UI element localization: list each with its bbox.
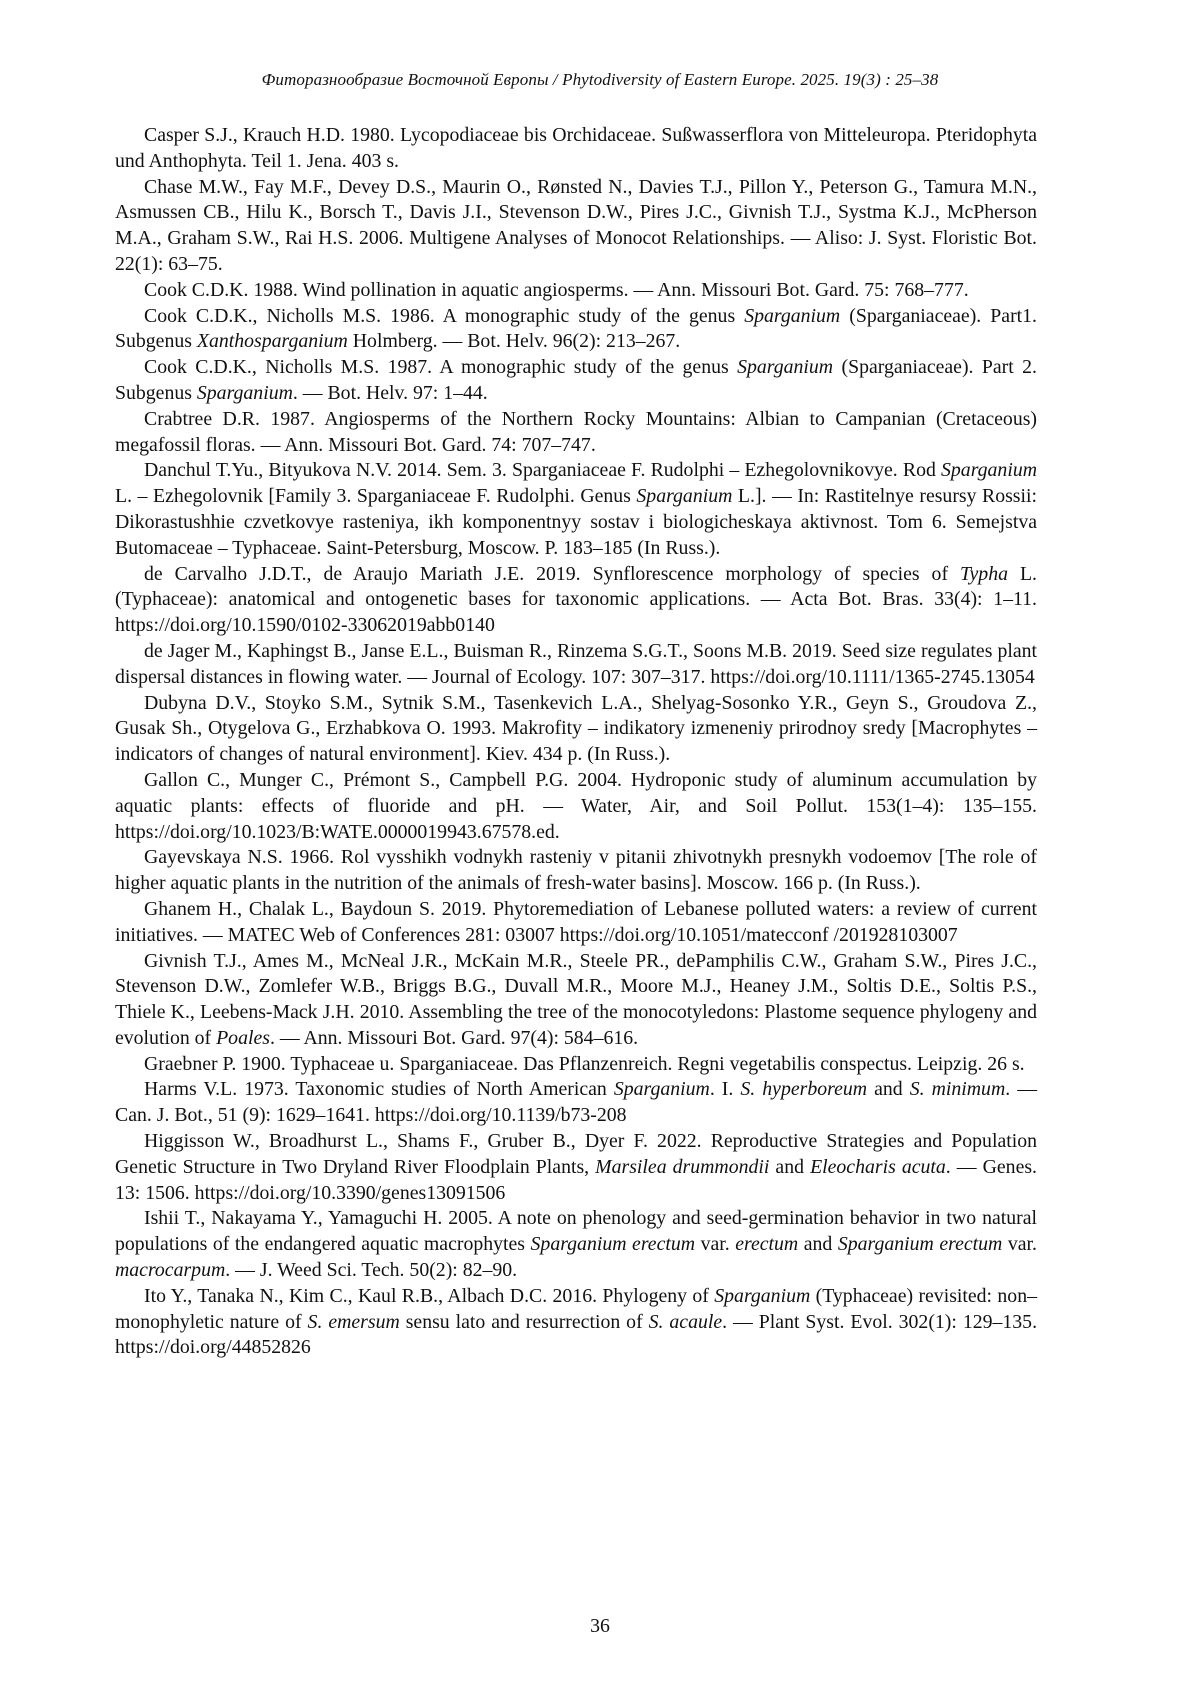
reference-entry bbox=[115, 562, 1037, 639]
reference-italic-text: Xanthosparganium bbox=[197, 330, 348, 352]
reference-text: (Sparganiaceae). Part1. Subgenus bbox=[115, 305, 1037, 353]
reference-entry bbox=[115, 1284, 1037, 1361]
reference-text: Ito Y., Tanaka N., Kim C., Kaul R.B., Albach D.C. 2016. Phylogeny of bbox=[144, 1285, 714, 1307]
reference-italic-text: Sparganium bbox=[197, 382, 293, 404]
reference-italic-text: Sparganium bbox=[714, 1285, 810, 1307]
reference-entry bbox=[115, 1129, 1037, 1206]
page-number: 36 bbox=[0, 1615, 1200, 1638]
reference-text: . — Ann. Missouri Bot. Gard. 97(4): 584–616. bbox=[270, 1027, 638, 1049]
reference-entry bbox=[115, 304, 1037, 356]
reference-text: Gayevskaya N.S. 1966. Rol vysshikh vodnykh rasteniy v pitanii zhivotnykh presnykh vodoemov [The role of higher aquatic plants in the nutrition of the animals of fresh-water basins]. Moscow. 166 p. (In Russ.). bbox=[115, 846, 1037, 894]
reference-entry bbox=[115, 768, 1037, 845]
reference-entry bbox=[115, 897, 1037, 949]
reference-entry bbox=[115, 691, 1037, 768]
reference-entry bbox=[115, 845, 1037, 897]
reference-text: Casper S.J., Krauch H.D. 1980. Lycopodiaceae bis Orchidaceae. Sußwasserflora von Mitteleuropa. Pteridophyta und Anthophyta. Teil 1. Jena. 403 s. bbox=[115, 124, 1037, 172]
reference-text: de Jager M., Kaphingst B., Janse E.L., Buisman R., Rinzema S.G.T., Soons M.B. 2019. Seed size regulates plant dispersal distances in flowing water. — Journal of Ecology. 107: 307–317. https://doi.org/10.1111/1365-2745.13054 bbox=[115, 640, 1037, 688]
reference-text: L. (Typhaceae): anatomical and ontogenetic bases for taxonomic applications. — Acta Bot. Bras. 33(4): 1–11. https://doi.org/10.1590/0102-33062019abb0140 bbox=[115, 563, 1037, 637]
reference-entry bbox=[115, 278, 1037, 304]
reference-italic-text: S. emersum bbox=[308, 1311, 400, 1333]
journal-page bbox=[0, 0, 1200, 1698]
reference-text: and bbox=[769, 1156, 810, 1178]
reference-text: Dubyna D.V., Stoyko S.M., Sytnik S.M., Tasenkevich L.A., Shelyag-Sosonko Y.R., Geyn S., Groudova Z., Gusak Sh., Otygelova G., Erzhabkova O. 1993. Makrofity – indikatory izmeneniy prirodnoy sredy [Macrophytes – indicators of changes of natural environment]. Kiev. 434 p. (In Russ.). bbox=[115, 692, 1037, 766]
reference-italic-text: Marsilea drummondii bbox=[595, 1156, 769, 1178]
reference-italic-text: Sparganium bbox=[737, 356, 833, 378]
reference-text: Givnish T.J., Ames M., McNeal J.R., McKain M.R., Steele PR., dePamphilis C.W., Graham S.W., Pires J.C., Stevenson D.W., Zomlefer W.B., Briggs B.G., Duvall M.R., Moore M.J., Heaney J.M., Soltis D.E., Soltis P.S., Thiele K., Leebens-Mack J.H. 2010. Assembling the tree of the monocotyledons: Plastome sequence phylogeny and evolution of bbox=[115, 950, 1037, 1049]
reference-text: Ishii T., Nakayama Y., Yamaguchi H. 2005. A note on phenology and seed-germination behavior in two natural populations of the endangered aquatic macrophytes bbox=[115, 1207, 1037, 1255]
reference-italic-text: Sparganium bbox=[636, 485, 732, 507]
reference-text: . — Can. J. Bot., 51 (9): 1629–1641. https://doi.org/10.1139/b73-208 bbox=[115, 1078, 1037, 1126]
reference-text: Higgisson W., Broadhurst L., Shams F., Gruber B., Dyer F. 2022. Reproductive Strategies and Population Genetic Structure in Two Dryland River Floodplain Plants, bbox=[115, 1130, 1037, 1178]
reference-text: (Typhaceae) revisited: non–monophyletic nature of bbox=[115, 1285, 1037, 1333]
reference-text: Graebner P. 1900. Typhaceae u. Sparganiaceae. Das Pflanzenreich. Regni vegetabilis conspectus. Leipzig. 26 s. bbox=[144, 1053, 1025, 1075]
reference-text: L.]. — In: Rastitelnye resursy Rossii: Dikorastushhie czvetkovye rasteniya, ikh komponentnyy sostav i biologicheskaya aktivnost. Tom 6. Semejstva Butomaceae – Typhaceae. Saint-Petersburg, Moscow. P. 183–185 (In Russ.). bbox=[115, 485, 1037, 559]
reference-text: Holmberg. — Bot. Helv. 96(2): 213–267. bbox=[348, 330, 680, 352]
reference-entry bbox=[115, 639, 1037, 691]
reference-entry bbox=[115, 458, 1037, 561]
reference-italic-text: Poales bbox=[216, 1027, 270, 1049]
reference-italic-text: Sparganium erectum bbox=[838, 1233, 1003, 1255]
reference-text: de Carvalho J.D.T., de Araujo Mariath J.E. 2019. Synflorescence morphology of species of bbox=[144, 563, 960, 585]
reference-text: Crabtree D.R. 1987. Angiosperms of the Northern Rocky Mountains: Albian to Campanian (Cretaceous) megafossil floras. — Ann. Missouri Bot. Gard. 74: 707–747. bbox=[115, 408, 1037, 456]
reference-italic-text: Eleocharis acuta bbox=[810, 1156, 946, 1178]
reference-italic-text: Sparganium erectum bbox=[531, 1233, 696, 1255]
reference-list bbox=[115, 123, 1037, 1361]
reference-text: Cook C.D.K. 1988. Wind pollination in aquatic angiosperms. — Ann. Missouri Bot. Gard. 75: 768–777. bbox=[144, 279, 969, 301]
reference-italic-text: Typha bbox=[960, 563, 1008, 585]
reference-text: Cook C.D.K., Nicholls M.S. 1987. A monographic study of the genus bbox=[144, 356, 737, 378]
reference-text: . — Genes. 13: 1506. https://doi.org/10.3390/genes13091506 bbox=[115, 1156, 1037, 1204]
reference-text: Gallon C., Munger C., Prémont S., Campbell P.G. 2004. Hydroponic study of aluminum accumulation by aquatic plants: effects of fluoride and pH. — Water, Air, and Soil Pollut. 153(1–4): 135–155. https://doi.org/10.1023/B:WATE.0000019943.67578.ed. bbox=[115, 769, 1037, 843]
reference-text: and bbox=[867, 1078, 910, 1100]
reference-text: (Sparganiaceae). Part 2. Subgenus bbox=[115, 356, 1037, 404]
reference-entry bbox=[115, 1077, 1037, 1129]
reference-text: . — Plant Syst. Evol. 302(1): 129–135. https://doi.org/44852826 bbox=[115, 1311, 1037, 1359]
running-header: Фиторазнообразие Восточной Европы / Phytodiversity of Eastern Europe. 2025. 19(3) : 25–38 bbox=[0, 70, 1200, 90]
reference-italic-text: S. hyperboreum bbox=[740, 1078, 867, 1100]
reference-text: var. bbox=[695, 1233, 735, 1255]
reference-text: L. – Ezhegolovnik [Family 3. Sparganiaceae F. Rudolphi. Genus bbox=[115, 485, 636, 507]
reference-italic-text: S. minimum bbox=[910, 1078, 1006, 1100]
reference-text: and bbox=[798, 1233, 838, 1255]
reference-text: . — Bot. Helv. 97: 1–44. bbox=[293, 382, 488, 404]
reference-text: Harms V.L. 1973. Taxonomic studies of North American bbox=[144, 1078, 614, 1100]
reference-entry bbox=[115, 1206, 1037, 1283]
reference-italic-text: S. acaule bbox=[649, 1311, 723, 1333]
reference-text: Ghanem H., Chalak L., Baydoun S. 2019. Phytoremediation of Lebanese polluted waters: a review of current initiatives. — MATEC Web of Conferences 281: 03007 https://doi.org/10.1051/matecconf /201928103007 bbox=[115, 898, 1037, 946]
reference-entry bbox=[115, 355, 1037, 407]
reference-italic-text: Sparganium bbox=[744, 305, 840, 327]
reference-italic-text: Sparganium bbox=[614, 1078, 710, 1100]
reference-text: . — J. Weed Sci. Tech. 50(2): 82–90. bbox=[225, 1259, 517, 1281]
reference-text: sensu lato and resurrection of bbox=[400, 1311, 649, 1333]
reference-entry bbox=[115, 1052, 1037, 1078]
reference-entry bbox=[115, 175, 1037, 278]
reference-text: Cook C.D.K., Nicholls M.S. 1986. A monographic study of the genus bbox=[144, 305, 744, 327]
reference-italic-text: erectum bbox=[735, 1233, 798, 1255]
reference-text: Danchul T.Yu., Bityukova N.V. 2014. Sem. 3. Sparganiaceae F. Rudolphi – Ezhegolovnikovye. Rod bbox=[144, 459, 941, 481]
reference-italic-text: macrocarpum bbox=[115, 1259, 225, 1281]
reference-text: Chase M.W., Fay M.F., Devey D.S., Maurin O., Rønsted N., Davies T.J., Pillon Y., Peterson G., Tamura M.N., Asmussen CB., Hilu K., Borsch T., Davis J.I., Stevenson D.W., Pires J.C., Givnish T.J., Systma K.J., McPherson M.A., Graham S.W., Rai H.S. 2006. Multigene Analyses of Monocot Relationships. — Aliso: J. Syst. Floristic Bot. 22(1): 63–75. bbox=[115, 176, 1037, 275]
reference-entry bbox=[115, 407, 1037, 459]
reference-text: . I. bbox=[710, 1078, 741, 1100]
reference-entry bbox=[115, 949, 1037, 1052]
reference-italic-text: Sparganium bbox=[941, 459, 1037, 481]
reference-text: var. bbox=[1002, 1233, 1037, 1255]
reference-entry bbox=[115, 123, 1037, 175]
